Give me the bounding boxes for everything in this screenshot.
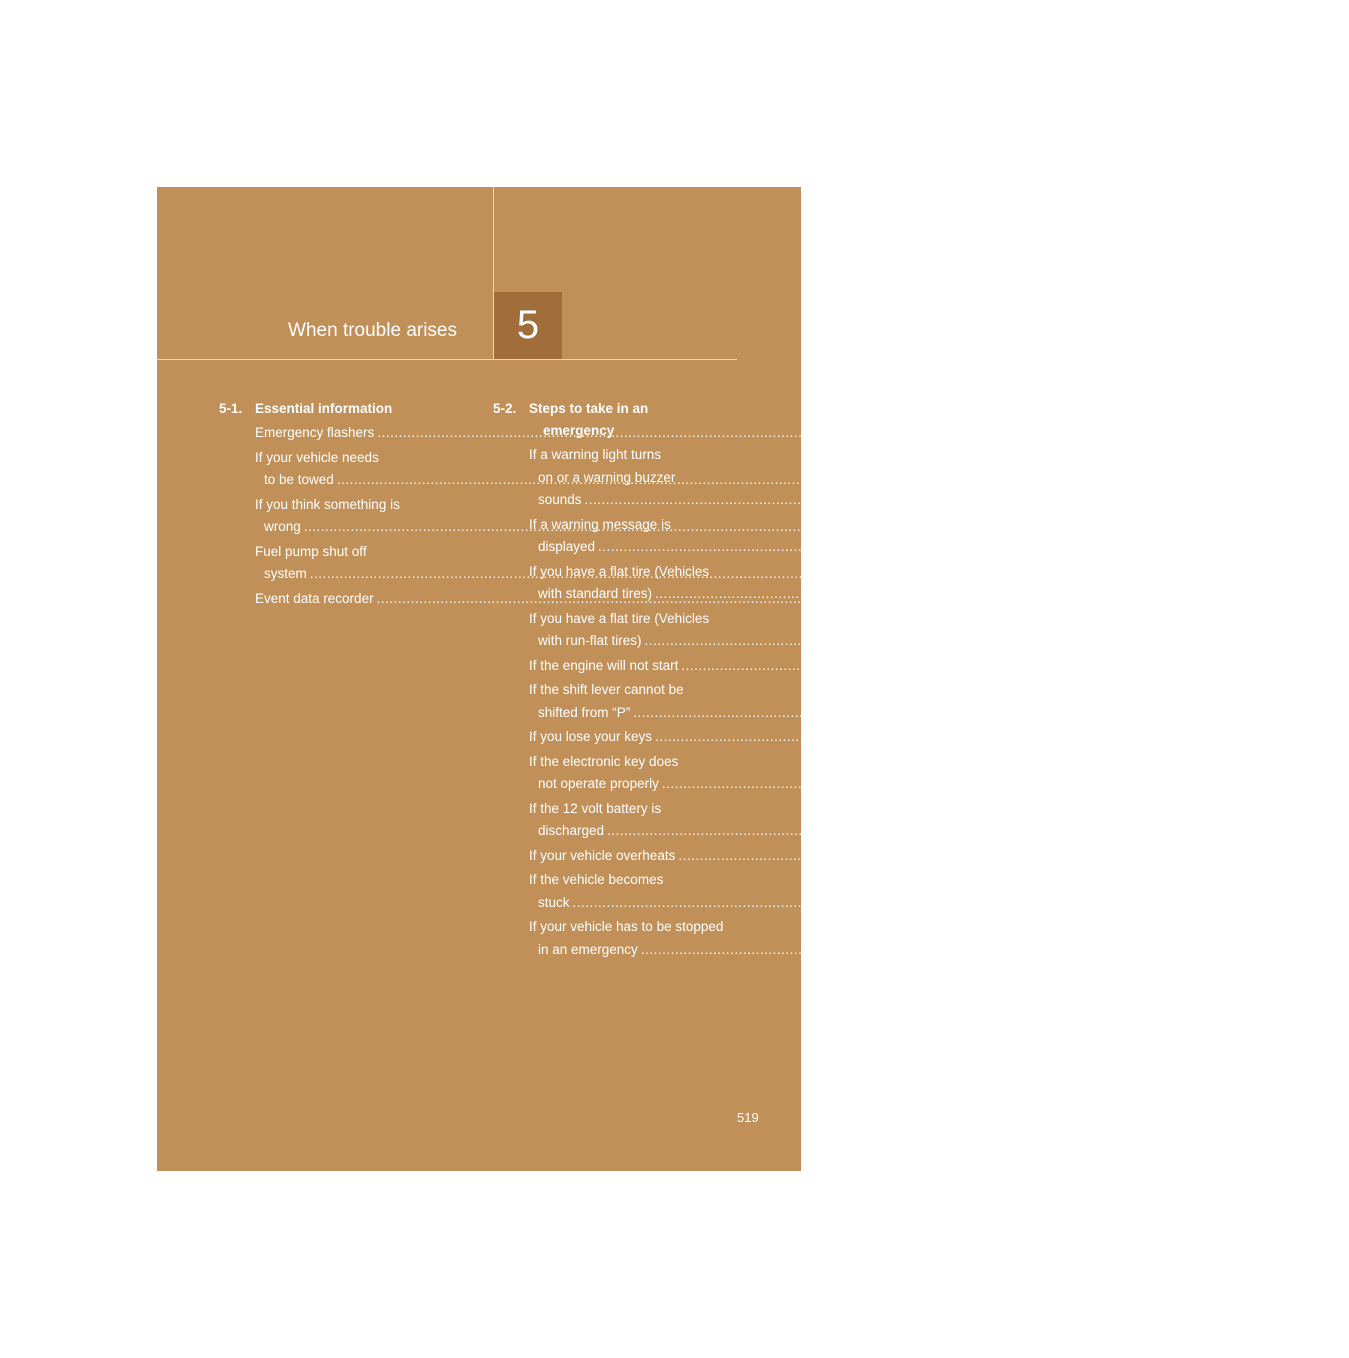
entry-text: If the shift lever cannot be: [529, 682, 684, 697]
entry-page: 583: [1281, 940, 1309, 958]
toc-entry-engine-will-not-start[interactable]: [529, 655, 1349, 678]
chapter-number-badge: 5: [494, 292, 562, 359]
toc-entry-stop-in-emergency[interactable]: [529, 916, 1309, 961]
entry-page: 532: [1017, 589, 1044, 607]
dot-leader: [645, 633, 1283, 648]
entry-text: If your vehicle needs: [255, 449, 379, 465]
entry-text: stuck: [538, 894, 570, 910]
entry-text: If a warning light turns: [529, 447, 662, 462]
entry-text: If you have a flat tire (Vehicles: [529, 563, 710, 579]
entry-page: 571: [1302, 775, 1330, 792]
section-number: 5-1.: [219, 401, 243, 416]
toc-entry-vehicle-stuck[interactable]: [529, 869, 1240, 914]
entry-text: If you lose your keys: [529, 729, 653, 744]
section-title-line: Steps to take in an: [529, 401, 649, 416]
entry-page: 543: [1238, 538, 1266, 555]
dot-leader: [678, 845, 1316, 868]
entry-page: 568: [1321, 656, 1349, 674]
entry-page: 574: [1247, 822, 1275, 839]
toc-entry-flat-tire-run-flat[interactable]: [529, 608, 1312, 653]
toc-entry-emergency-flashers[interactable]: [255, 422, 1045, 445]
toc-entry-vehicle-overheats[interactable]: [529, 845, 1346, 868]
toc-entry-battery-discharged[interactable]: [529, 798, 1275, 843]
toc-entry-shift-lever[interactable]: [529, 679, 1301, 724]
toc-entry-lose-keys[interactable]: [529, 726, 1323, 749]
entry-text: Event data recorder: [255, 590, 374, 606]
dot-leader: [641, 942, 1279, 957]
entry-text: Emergency flashers: [255, 425, 375, 440]
entry-page: 570: [1295, 728, 1323, 745]
entry-page: 530: [944, 518, 972, 535]
entry-text: system: [264, 566, 307, 581]
entry-text: wrong: [264, 519, 301, 534]
entry-page: 534: [1225, 491, 1252, 508]
section-title: [529, 398, 739, 442]
entry-text: If you think something is: [255, 496, 400, 512]
entry-text: If a warning message is: [529, 516, 671, 532]
entry-page: 521: [977, 471, 1005, 488]
header-horizontal-divider: [157, 359, 737, 360]
entry-page: 520: [1017, 424, 1045, 441]
dot-leader: [585, 492, 1223, 507]
entry-text: sounds: [538, 492, 582, 507]
page-number: 519: [737, 1110, 759, 1125]
entry-text: If the 12 volt battery is: [529, 800, 662, 816]
entry-text: in an emergency: [538, 941, 638, 957]
dot-leader: [598, 539, 1236, 554]
section-title: [255, 398, 466, 420]
entry-text: If you have a flat tire (Vehicles: [529, 610, 710, 626]
entry-page: 531: [950, 565, 978, 582]
dot-leader: [681, 655, 1319, 678]
entry-text: displayed: [538, 539, 596, 554]
entry-page: 556: [1295, 585, 1323, 602]
entry-text: discharged: [538, 823, 605, 838]
dot-leader: [655, 726, 1293, 749]
entry-page: 578: [1318, 846, 1346, 864]
entry-text: shifted from “P”: [538, 704, 631, 720]
dot-leader: [607, 823, 1245, 838]
section-title-line: Essential information: [255, 401, 393, 416]
entry-page: 581: [1213, 893, 1240, 911]
dot-leader: [655, 586, 1293, 601]
entry-page: 566: [1285, 632, 1312, 649]
toc-entry-electronic-key[interactable]: [529, 751, 1330, 796]
entry-text: If the engine will not start: [529, 657, 679, 673]
dot-leader: [633, 705, 1271, 720]
section-title-line: emergency: [543, 423, 615, 438]
entry-text: If the vehicle becomes: [529, 872, 664, 887]
entry-text: on or a warning buzzer: [538, 469, 676, 485]
entry-text: If your vehicle has to be stopped: [529, 919, 724, 934]
entry-text: not operate properly: [538, 776, 659, 791]
entry-text: If your vehicle overheats: [529, 847, 676, 863]
entry-text: Fuel pump shut off: [255, 543, 367, 559]
entry-text: with standard tires): [538, 586, 653, 601]
chapter-title: When trouble arises: [288, 320, 457, 341]
section-heading: [219, 398, 466, 420]
section-number: 5-2.: [493, 401, 517, 416]
entry-text: If the electronic key does: [529, 753, 679, 769]
entry-page: 569: [1273, 703, 1301, 721]
dot-leader: [573, 895, 1211, 910]
entry-text: to be towed: [264, 472, 334, 487]
section-heading: [493, 398, 739, 442]
dot-leader: [662, 776, 1300, 791]
entry-text: with run-flat tires): [538, 633, 642, 648]
